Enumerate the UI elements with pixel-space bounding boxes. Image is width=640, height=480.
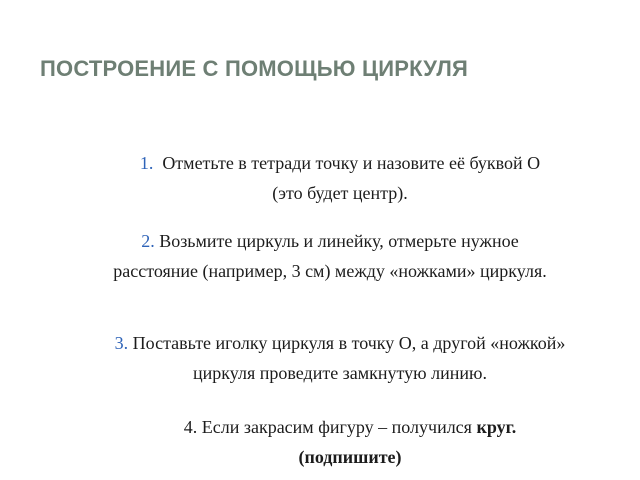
- step-4-line-1: [100, 412, 600, 442]
- step-2: [40, 226, 620, 286]
- step-3: [40, 328, 640, 388]
- step-4: [100, 412, 600, 472]
- step-1-line-2: (это будет центр).: [272, 183, 408, 203]
- step-3-line-1: [40, 328, 640, 358]
- step-3-text: Поставьте иголку циркуля в точку О, а другой «ножкой»: [132, 333, 566, 353]
- step-4-bold-word: круг.: [476, 417, 517, 437]
- step-1-line-1: [60, 148, 620, 178]
- step-2-line-2: расстояние (например, 3 см) между «ножками» циркуля.: [113, 261, 547, 281]
- step-4-line-2: (подпишите): [298, 447, 402, 467]
- step-2-number: 2.: [141, 231, 155, 251]
- step-1: [60, 148, 620, 208]
- step-4-text: 4. Если закрасим фигуру – получился: [183, 417, 472, 437]
- step-1-number: 1.: [139, 153, 154, 173]
- step-2-line-1: [40, 226, 620, 256]
- slide-title: ПОСТРОЕНИЕ С ПОМОЩЬЮ ЦИРКУЛЯ: [40, 56, 468, 81]
- step-3-line-2: циркуля проведите замкнутую линию.: [193, 363, 487, 383]
- step-2-text: Возьмите циркуль и линейку, отмерьте нужное: [159, 231, 519, 251]
- step-3-number: 3.: [114, 333, 129, 353]
- step-1-text: Отметьте в тетради точку и назовите её буквой О: [162, 153, 541, 173]
